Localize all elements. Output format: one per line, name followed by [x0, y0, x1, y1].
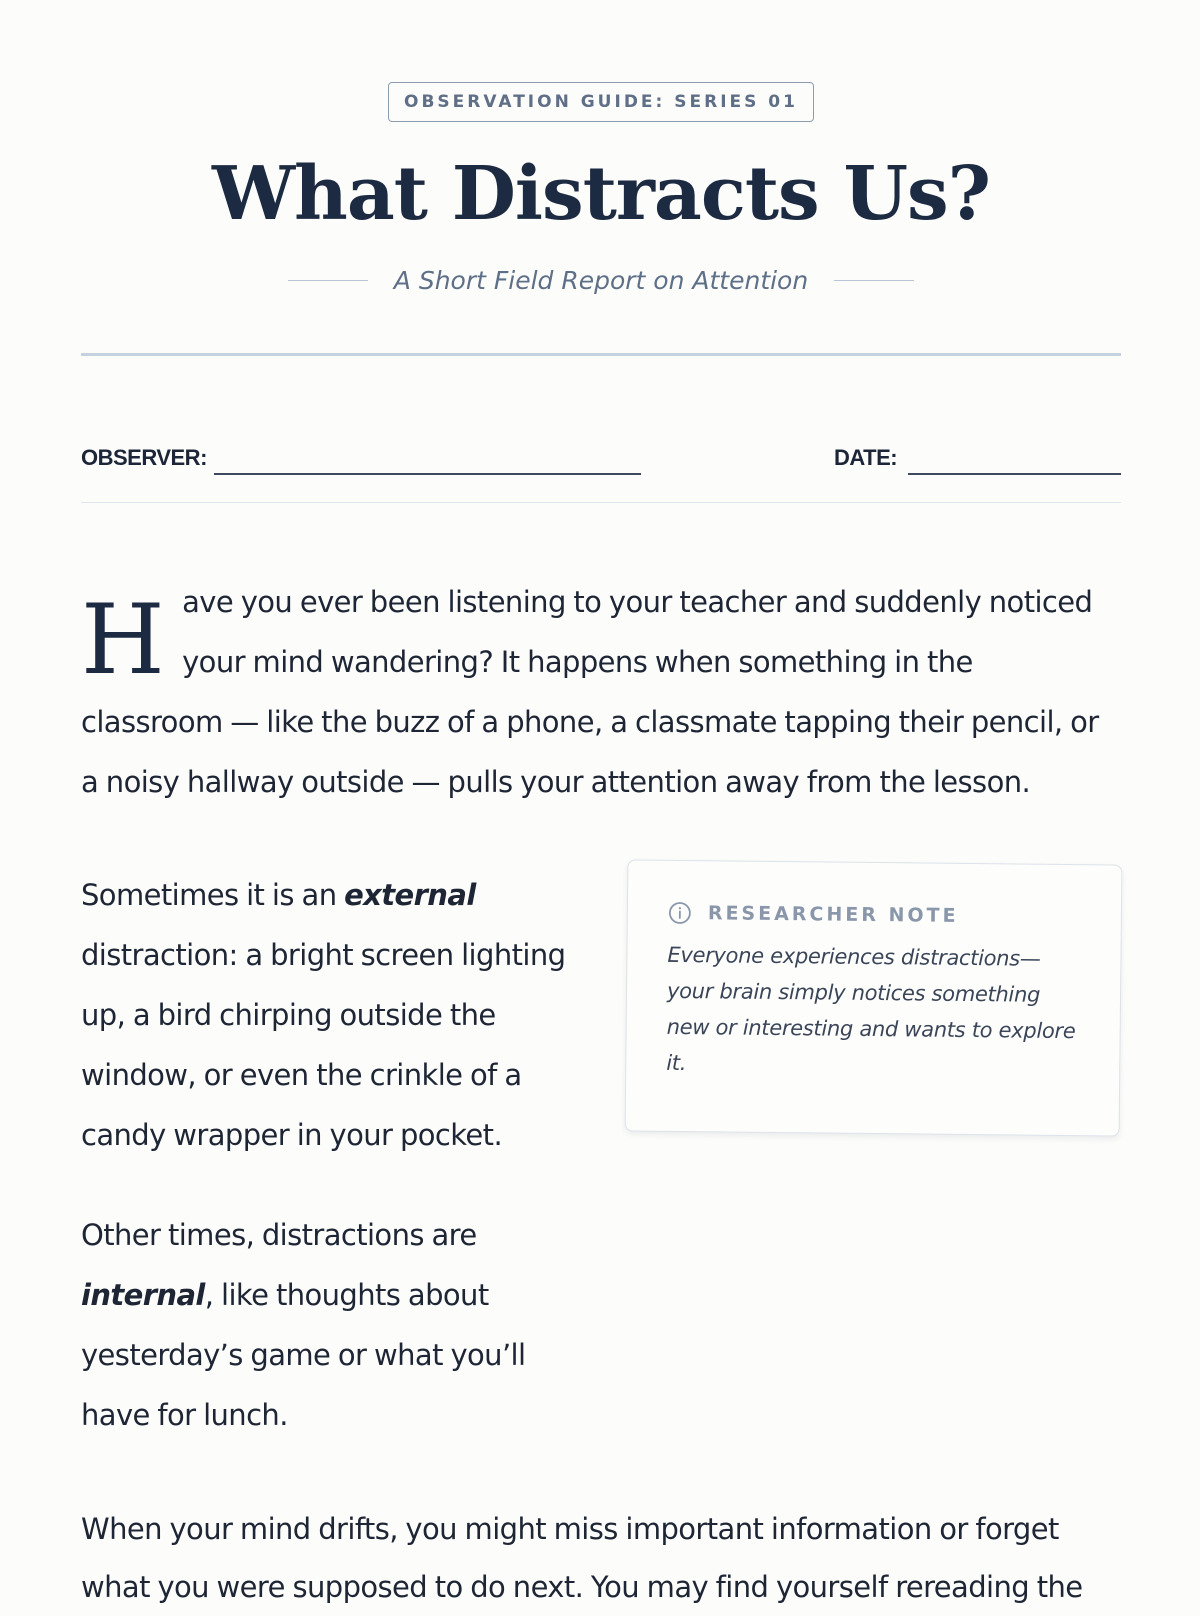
external-text-start: Sometimes it is an: [81, 878, 344, 912]
note-text: Everyone experiences distractions—your brain simply notices something new or interesting and wants to explore it.: [666, 937, 1080, 1085]
page-subtitle: A Short Field Report on Attention: [394, 266, 808, 295]
subtitle-rule-right: [834, 280, 914, 281]
observer-field[interactable]: [214, 473, 641, 475]
header-divider: [81, 353, 1121, 356]
external-text-end: distraction: a bright screen lighting up, a bird chirping outside the window, or even the crinkle of a candy wrapper in your pocket.: [81, 938, 565, 1152]
subtitle-row: [81, 258, 1121, 302]
info-icon: [668, 901, 692, 925]
researcher-note-card: [625, 859, 1123, 1136]
external-term: external: [344, 878, 476, 912]
internal-text-start: Other times, distractions are: [81, 1218, 477, 1252]
date-label: DATE:: [834, 445, 897, 471]
drop-cap: H: [81, 592, 164, 688]
page-title: What Distracts Us?: [81, 138, 1121, 250]
intro-paragraph: [81, 572, 1121, 812]
observer-label: OBSERVER:: [81, 445, 207, 471]
consequence-paragraph: When your mind drifts, you might miss important information or forget what you were supposed to do next. You may find yourself rereading the: [81, 1500, 1121, 1616]
internal-paragraph: [81, 1205, 541, 1445]
note-header: [668, 897, 1081, 933]
internal-term: internal: [81, 1278, 205, 1312]
fields-divider: [81, 502, 1121, 503]
subtitle-rule-left: [288, 280, 368, 281]
series-badge: OBSERVATION GUIDE: SERIES 01: [388, 82, 814, 122]
internal-text-end: , like thoughts about yesterday’s game or what you’ll have for lunch.: [81, 1278, 525, 1432]
worksheet-page: [81, 0, 1121, 1600]
date-field[interactable]: [908, 473, 1121, 475]
external-paragraph: [81, 865, 581, 1165]
note-title: RESEARCHER NOTE: [708, 902, 959, 927]
intro-text: ave you ever been listening to your teacher and suddenly noticed your mind wandering? It happens when something in the classroom — like the buzz of a phone, a classmate tapping their pencil, or a noisy hallway outside — pulls your attention away from the lesson.: [81, 585, 1099, 799]
